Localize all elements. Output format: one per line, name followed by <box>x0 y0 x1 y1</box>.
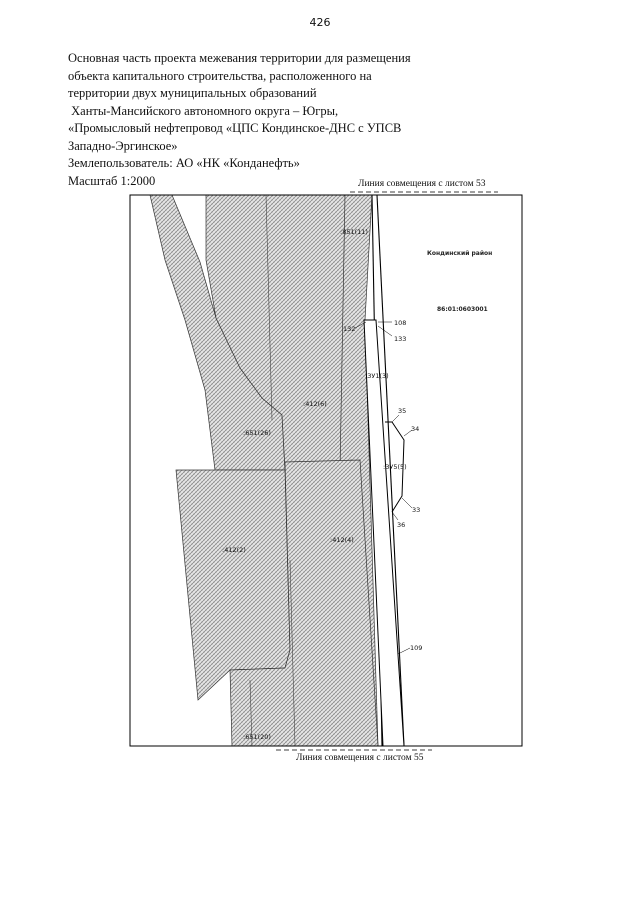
header-line-5: «Промысловый нефтепровод «ЦПС Кондинское-ДНС с УПСВ <box>68 121 402 135</box>
label-point-34: 34 <box>411 425 420 433</box>
label-412-2: :412(2) <box>222 546 246 554</box>
header-line-6: Западно-Эргинское» <box>68 138 178 153</box>
join-line-bottom-label: Линия совмещения с листом 55 <box>296 753 424 763</box>
label-zu1-3: :ЗУ1(3) <box>365 372 389 380</box>
header-line-4: Ханты-Мансийского автономного округа – Югры, <box>68 103 339 118</box>
header-line-3: территории двух муниципальных образований <box>68 86 317 100</box>
parcel-412-2 <box>176 470 290 700</box>
header-line-2: объекта капитального строительства, расположенного на <box>68 68 372 83</box>
label-651-26: :651(26) <box>243 429 271 437</box>
label-point-108: 108 <box>394 319 407 327</box>
label-point-132: 132 <box>343 325 356 333</box>
header-line-7: Землепользователь: АО «НК «Конданефть» <box>68 156 300 170</box>
header-line-1: Основная часть проекта межевания территории для размещения <box>68 51 411 65</box>
label-point-133: 133 <box>394 335 407 343</box>
leader-33 <box>402 498 412 508</box>
cadastral-quarter-label: 86:01:0603001 <box>437 306 488 313</box>
label-412-6: :412(6) <box>303 400 327 408</box>
label-zu5-5: :ЗУ5(5) <box>383 463 407 471</box>
page-number: 426 <box>309 16 331 29</box>
leader-35 <box>392 415 399 422</box>
label-651-20: :651(20) <box>243 733 271 741</box>
label-point-109: 109 <box>410 644 423 652</box>
label-851-11: :851(11) <box>340 228 368 236</box>
header-line-8: Масштаб 1:2000 <box>68 173 156 188</box>
district-label: Кондинский район <box>427 250 493 257</box>
join-line-top-label: Линия совмещения с листом 53 <box>358 179 486 189</box>
label-point-33: 33 <box>412 506 421 514</box>
label-point-35: 35 <box>398 407 407 415</box>
leader-133 <box>378 326 392 336</box>
label-412-4: :412(4) <box>330 536 354 544</box>
label-point-36: 36 <box>397 521 406 529</box>
